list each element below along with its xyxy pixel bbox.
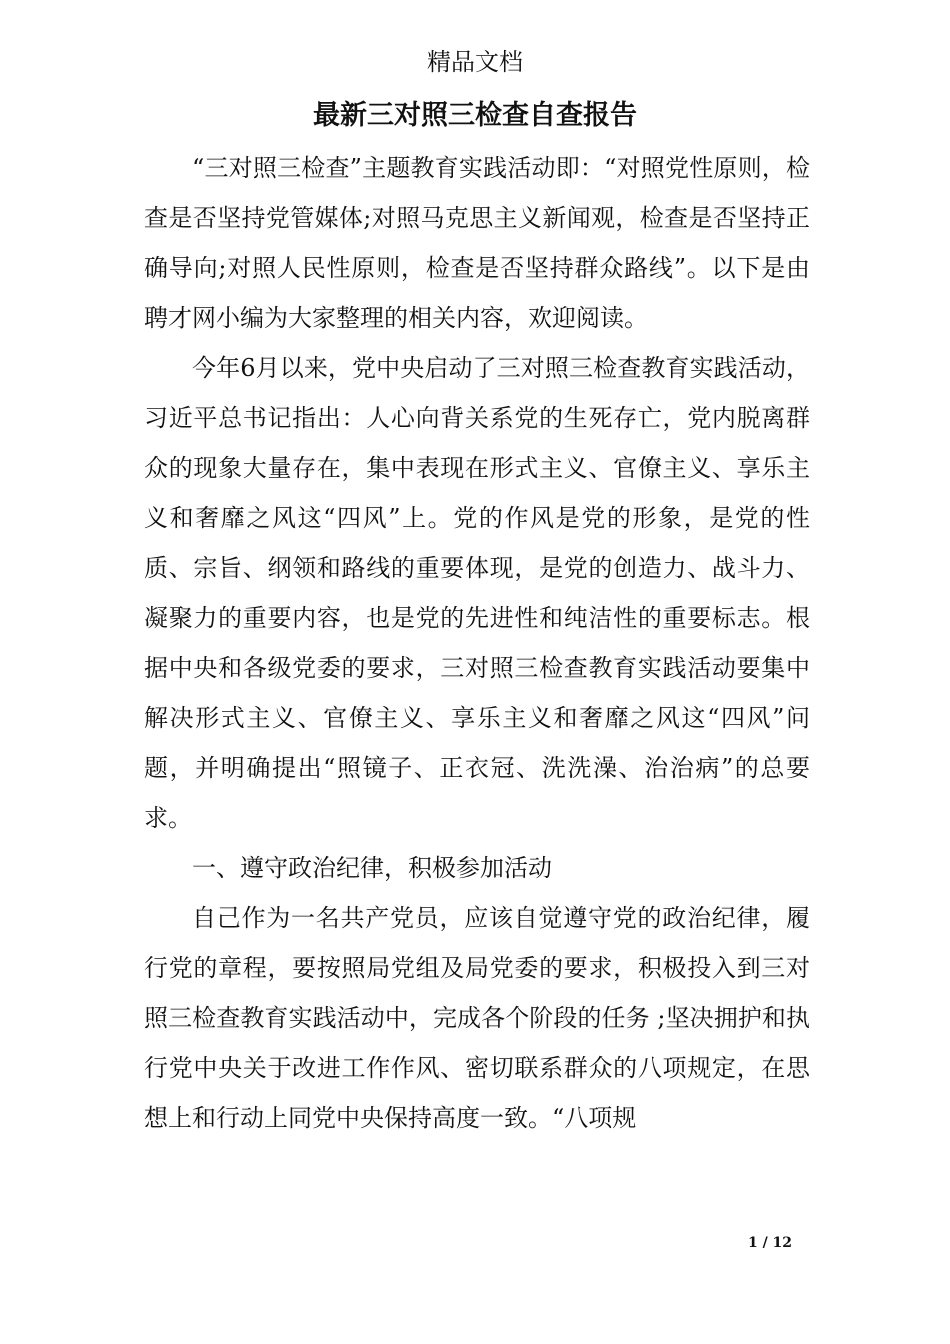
section-heading-1: 一、遵守政治纪律，积极参加活动	[192, 854, 552, 882]
paragraph-background: 今年6月以来，党中央启动了三对照三检查教育实践活动，习近平总书记指出：人心向背关系党的生死存亡，党内脱离群众的现象大量存在，集中表现在形式主义、官僚主义、享乐主义和奢靡之风这“四风”上。党的作风是党的形象，是党的性质、宗旨、纲领和路线的重要体现，是党的创造力、战斗力、凝聚力的重要内容，也是党的先进性和纯洁性的重要标志。根据中央和各级党委的要求，三对照三检查教育实践活动要集中解决形式主义、官僚主义、享乐主义和奢靡之风这“四风”问题，并明确提出“照镜子、正衣冠、洗洗澡、治治病”的总要求。	[144, 354, 810, 832]
document-title: 最新三对照三检查自查报告	[313, 100, 637, 131]
document-body	[144, 143, 810, 1143]
paragraph-intro: “三对照三检查”主题教育实践活动即：“对照党性原则，检查是否坚持党管媒体;对照马克思主义新闻观，检查是否坚持正确导向;对照人民性原则，检查是否坚持群众路线”。以下是由聘才网小编为大家整理的相关内容，欢迎阅读。	[144, 154, 810, 332]
page-number: 1 / 12	[747, 1235, 793, 1251]
paragraph-section-1: 自己作为一名共产党员，应该自觉遵守党的政治纪律，履行党的章程，要按照局党组及局党委的要求，积极投入到三对照三检查教育实践活动中，完成各个阶段的任务 ;坚决拥护和执行党中央关于改进工作作风、密切联系群众的八项规定，在思想上和行动上同党中央保持高度一致。“八项规	[144, 904, 810, 1132]
page-header: 精品文档	[427, 48, 523, 76]
